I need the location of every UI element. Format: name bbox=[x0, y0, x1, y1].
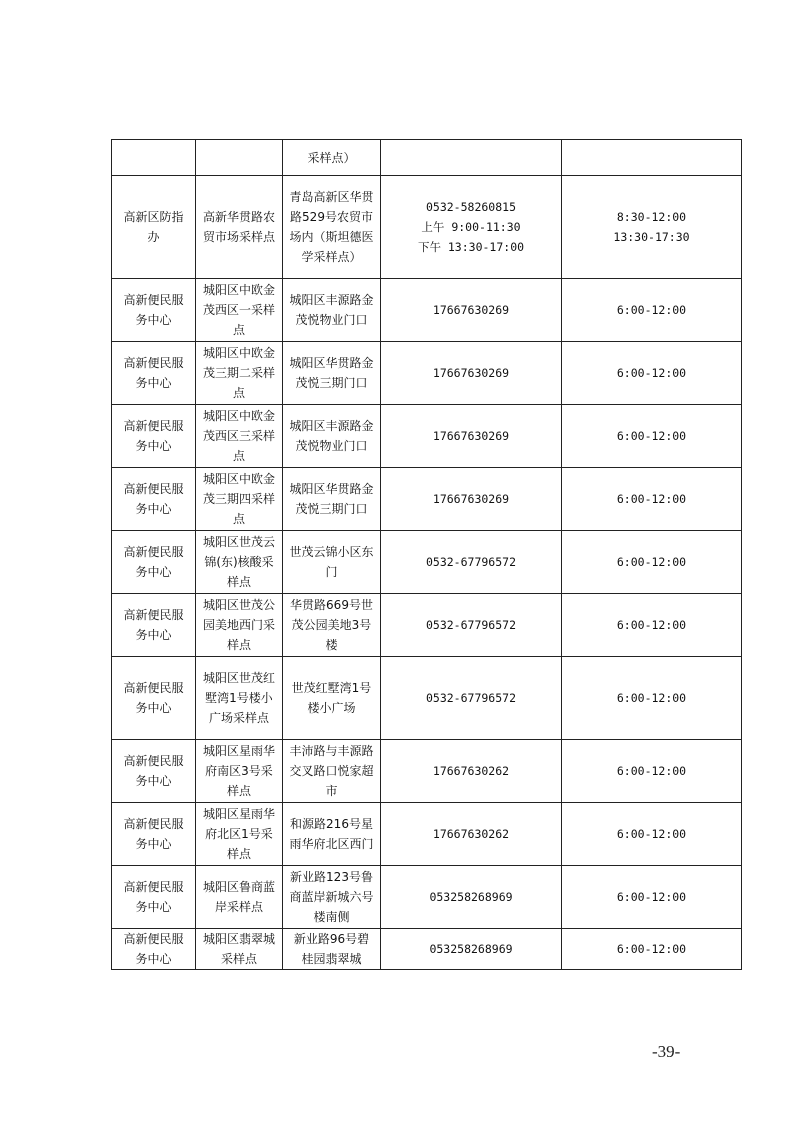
cell-phone bbox=[381, 405, 562, 468]
sampling-site-text: 城阳区鲁商蓝岸采样点 bbox=[202, 880, 275, 914]
address-text: 丰沛路与丰源路交叉路口悦家超市 bbox=[289, 744, 374, 798]
cell-phone bbox=[381, 468, 562, 531]
organization-text: 高新便民服务中心 bbox=[123, 608, 184, 642]
phone-line: 17667630269 bbox=[432, 366, 510, 380]
cell-sampling-site bbox=[196, 176, 283, 279]
cell-sampling-site bbox=[196, 803, 283, 866]
hours-line: 13:30-17:30 bbox=[613, 230, 690, 244]
cell-address bbox=[283, 803, 381, 866]
phone-line: 17667630269 bbox=[432, 492, 510, 506]
phone-line: 053258268969 bbox=[429, 890, 513, 904]
address-text: 世茂红墅湾1号楼小广场 bbox=[291, 681, 372, 715]
cell-address bbox=[283, 929, 381, 970]
hours-line: 6:00-12:00 bbox=[616, 691, 687, 705]
cell-phone bbox=[381, 342, 562, 405]
hours-line: 6:00-12:00 bbox=[616, 429, 687, 443]
hours-line: 6:00-12:00 bbox=[616, 366, 687, 380]
phone-line: 0532-67796572 bbox=[425, 618, 516, 632]
address-text: 城阳区华贯路金茂悦三期门口 bbox=[289, 356, 374, 390]
address-text: 和源路216号星雨华府北区西门 bbox=[289, 817, 374, 851]
organization-text: 高新便民服务中心 bbox=[123, 482, 184, 516]
phone-line: 17667630262 bbox=[432, 764, 510, 778]
sampling-site-text: 城阳区星雨华府北区1号采样点 bbox=[202, 807, 275, 861]
address-text: 城阳区丰源路金茂悦物业门口 bbox=[289, 293, 374, 327]
address-text: 城阳区丰源路金茂悦物业门口 bbox=[289, 419, 374, 453]
cell-sampling-site bbox=[196, 866, 283, 929]
cell-phone bbox=[381, 531, 562, 594]
table-row bbox=[112, 929, 742, 970]
cell-address bbox=[283, 342, 381, 405]
address-text: 采样点） bbox=[307, 150, 356, 165]
sampling-site-text: 城阳区中欧金茂三期四采样点 bbox=[202, 472, 275, 526]
organization-text: 高新便民服务中心 bbox=[123, 932, 184, 966]
sampling-site-text: 城阳区翡翠城采样点 bbox=[202, 932, 275, 966]
organization-text: 高新便民服务中心 bbox=[123, 545, 184, 579]
phone-line: 0532-67796572 bbox=[425, 555, 516, 569]
cell-phone bbox=[381, 803, 562, 866]
phone-line: 上午 9:00-11:30 bbox=[421, 220, 521, 234]
cell-organization bbox=[112, 594, 196, 657]
cell-organization bbox=[112, 740, 196, 803]
cell-sampling-site bbox=[196, 279, 283, 342]
cell-hours bbox=[562, 657, 742, 740]
cell-sampling-site bbox=[196, 405, 283, 468]
table-row bbox=[112, 531, 742, 594]
cell-hours bbox=[562, 803, 742, 866]
cell-address bbox=[283, 531, 381, 594]
sampling-site-text: 城阳区中欧金茂西区三采样点 bbox=[202, 409, 275, 463]
table-row bbox=[112, 657, 742, 740]
table-row bbox=[112, 405, 742, 468]
cell-address bbox=[283, 468, 381, 531]
sampling-site-text: 高新华贯路农贸市场采样点 bbox=[202, 210, 275, 244]
cell-phone bbox=[381, 279, 562, 342]
sampling-site-text: 城阳区世茂公园美地西门采样点 bbox=[202, 598, 275, 652]
phone-line: 17667630269 bbox=[432, 303, 510, 317]
page-number: -39- bbox=[652, 1042, 681, 1061]
hours-line: 6:00-12:00 bbox=[616, 492, 687, 506]
sampling-site-text: 城阳区星雨华府南区3号采样点 bbox=[202, 744, 275, 798]
cell-address bbox=[283, 405, 381, 468]
hours-line: 6:00-12:00 bbox=[616, 618, 687, 632]
organization-text: 高新便民服务中心 bbox=[123, 880, 184, 914]
address-text: 新业路96号碧桂园翡翠城 bbox=[293, 932, 370, 966]
cell-phone bbox=[381, 740, 562, 803]
sampling-sites-table bbox=[111, 139, 742, 970]
table-row bbox=[112, 866, 742, 929]
cell-sampling-site bbox=[196, 140, 283, 176]
hours-line: 6:00-12:00 bbox=[616, 827, 687, 841]
cell-address bbox=[283, 279, 381, 342]
cell-phone bbox=[381, 866, 562, 929]
address-text: 新业路123号鲁商蓝岸新城六号楼南侧 bbox=[289, 870, 374, 924]
organization-text: 高新便民服务中心 bbox=[123, 419, 184, 453]
phone-line: 17667630269 bbox=[432, 429, 510, 443]
cell-hours bbox=[562, 176, 742, 279]
sampling-site-text: 城阳区世茂红墅湾1号楼小广场采样点 bbox=[202, 671, 275, 725]
cell-phone bbox=[381, 657, 562, 740]
table-row bbox=[112, 342, 742, 405]
cell-hours bbox=[562, 468, 742, 531]
address-text: 世茂云锦小区东门 bbox=[289, 545, 374, 579]
cell-organization bbox=[112, 803, 196, 866]
cell-address bbox=[283, 176, 381, 279]
cell-sampling-site bbox=[196, 740, 283, 803]
cell-address bbox=[283, 140, 381, 176]
cell-hours bbox=[562, 279, 742, 342]
phone-line: 0532-67796572 bbox=[425, 691, 516, 705]
organization-text: 高新便民服务中心 bbox=[123, 681, 184, 715]
table-body bbox=[112, 140, 742, 970]
cell-organization bbox=[112, 468, 196, 531]
cell-hours bbox=[562, 594, 742, 657]
phone-line: 0532-58260815 bbox=[425, 200, 516, 214]
cell-phone bbox=[381, 594, 562, 657]
cell-organization bbox=[112, 176, 196, 279]
cell-address bbox=[283, 657, 381, 740]
cell-phone bbox=[381, 929, 562, 970]
cell-organization bbox=[112, 279, 196, 342]
cell-address bbox=[283, 740, 381, 803]
table-row bbox=[112, 176, 742, 279]
phone-line: 053258268969 bbox=[429, 942, 513, 956]
cell-sampling-site bbox=[196, 531, 283, 594]
hours-line: 6:00-12:00 bbox=[616, 942, 687, 956]
cell-sampling-site bbox=[196, 929, 283, 970]
cell-organization bbox=[112, 140, 196, 176]
hours-line: 6:00-12:00 bbox=[616, 555, 687, 569]
table-row bbox=[112, 803, 742, 866]
cell-hours bbox=[562, 405, 742, 468]
sampling-site-text: 城阳区中欧金茂三期二采样点 bbox=[202, 346, 275, 400]
cell-address bbox=[283, 594, 381, 657]
address-text: 城阳区华贯路金茂悦三期门口 bbox=[289, 482, 374, 516]
cell-hours bbox=[562, 342, 742, 405]
phone-line: 17667630262 bbox=[432, 827, 510, 841]
cell-sampling-site bbox=[196, 657, 283, 740]
cell-address bbox=[283, 866, 381, 929]
table-row bbox=[112, 594, 742, 657]
organization-text: 高新区防指办 bbox=[123, 210, 184, 244]
sampling-site-text: 城阳区世茂云锦(东)核酸采样点 bbox=[202, 535, 275, 589]
cell-hours bbox=[562, 740, 742, 803]
organization-text: 高新便民服务中心 bbox=[123, 356, 184, 390]
cell-sampling-site bbox=[196, 468, 283, 531]
sampling-site-text: 城阳区中欧金茂西区一采样点 bbox=[202, 283, 275, 337]
cell-phone bbox=[381, 176, 562, 279]
address-text: 华贯路669号世茂公园美地3号楼 bbox=[290, 598, 373, 652]
cell-hours bbox=[562, 929, 742, 970]
table-row bbox=[112, 279, 742, 342]
cell-organization bbox=[112, 657, 196, 740]
cell-sampling-site bbox=[196, 342, 283, 405]
cell-organization bbox=[112, 342, 196, 405]
cell-organization bbox=[112, 405, 196, 468]
table-row bbox=[112, 740, 742, 803]
cell-hours bbox=[562, 531, 742, 594]
hours-line: 8:30-12:00 bbox=[616, 210, 687, 224]
cell-sampling-site bbox=[196, 594, 283, 657]
table-row bbox=[112, 140, 742, 176]
hours-line: 6:00-12:00 bbox=[616, 303, 687, 317]
organization-text: 高新便民服务中心 bbox=[123, 817, 184, 851]
address-text: 青岛高新区华贯路529号农贸市场内（斯坦德医学采样点） bbox=[289, 190, 374, 264]
cell-hours bbox=[562, 140, 742, 176]
hours-line: 6:00-12:00 bbox=[616, 764, 687, 778]
hours-line: 6:00-12:00 bbox=[616, 890, 687, 904]
cell-organization bbox=[112, 866, 196, 929]
organization-text: 高新便民服务中心 bbox=[123, 754, 184, 788]
cell-organization bbox=[112, 531, 196, 594]
table-row bbox=[112, 468, 742, 531]
phone-line: 下午 13:30-17:00 bbox=[417, 240, 525, 254]
cell-phone bbox=[381, 140, 562, 176]
organization-text: 高新便民服务中心 bbox=[123, 293, 184, 327]
cell-organization bbox=[112, 929, 196, 970]
cell-hours bbox=[562, 866, 742, 929]
